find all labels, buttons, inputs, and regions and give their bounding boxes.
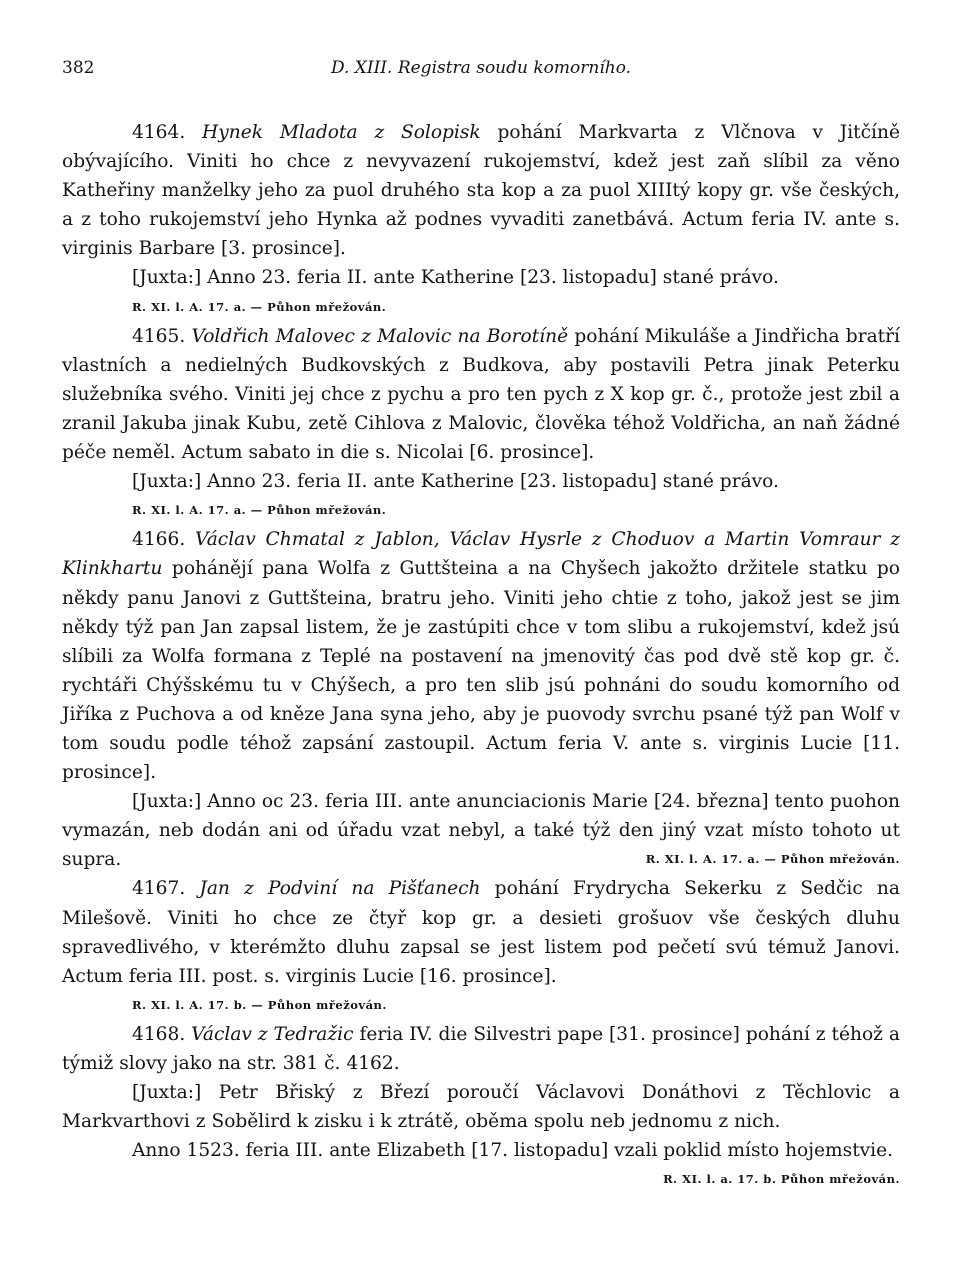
page-number: 382	[62, 58, 95, 78]
entry-party-name: Voldřich Malovec z Malovic na Borotíně	[191, 325, 569, 347]
entry-text: pohání Markvarta z Vlčnova v Jitčíně obývajícího. Viniti ho chce z nevyvazení rukojemství, kdež jest zaň slíbil za věno Katheřiny manželky jeho za puol druhého sta kop a za puol XIIItý kopy gr. vše českých, a z toho rukojemství jeho Hynka až podnes vyvaditi zanetbává. Actum feria IV. ante s. virginis Barbare [3. prosince].	[62, 122, 900, 260]
entry-juxta	[62, 787, 900, 874]
entry-juxta: [Juxta:] Anno 23. feria II. ante Katherine [23. listopadu] stané právo.	[132, 471, 779, 493]
entry-citation: R. XI. l. A. 17. a. — Půhon mřežován.	[645, 852, 900, 867]
entry-party-name: Jan z Podviní na Pišťanech	[199, 878, 481, 900]
entry-text: pohánějí pana Wolfa z Guttšteina a na Chyšech jakožto držitele statku po někdy panu Janovi z Guttšteina, bratru jeho. Viniti jeho chtie z toho, jakož jest se jim někdy týž pan Jan zapsal listem, že je zastúpiti chce v tom slibu a rukojemství, kdež jsú slíbili za Wolfa formana z Teplé na postavení na jmenovitý čas pod dvě stě kop gr. č. rychtáři Chýšskému tu v Chýšech, a pro ten slib jsú pohnáni do soudu komorního od Jiříka z Puchova a od kněze Jana syna jeho, aby je puovody svrchu psané týž pan Wolf v tom soudu podle téhož zapsání zastoupil. Actum feria V. ante s. virginis Lucie [11. prosince].	[62, 558, 900, 784]
entry-text: pohání Frydrycha Sekerku z Sedčic na Milešově. Viniti ho chce ze čtyř kop gr. a desieti grošuov vše českých dluhu spravedlivého, v kterémžto dluhu zapsal se jest listem pod pečetí svú témuž Janovi. Actum feria III. post. s. virginis Lucie [16. prosince].	[62, 878, 900, 987]
entry-citation: R. XI. l. A. 17. a. — Půhon mřežován.	[132, 503, 387, 518]
entry-text: pohání Mikuláše a Jindřicha bratří vlastních a nedielných Budkovských z Budkova, aby postavili Petra jinak Peterku služebníka svého. Viniti jej chce z pychu a pro ten pych z X kop gr. č., protože jest zbil a zranil Jakuba jinak Kubu, zetě Cihlova z Malovic, člověka téhož Voldřicha, an naň žádné péče neměl. Actum sabato in die s. Nicolai [6. prosince].	[62, 325, 900, 464]
entry-paragraph	[62, 1020, 900, 1078]
entry-citation: R. XI. l. a. 17. b. Půhon mřežován.	[663, 1172, 900, 1187]
entry-party-name: Václav Chmatal z Jablon, Václav Hysrle z Choduov a Martin Vomraur z Klinkhartu	[62, 529, 900, 580]
entry-anno	[62, 1136, 900, 1187]
entry-paragraph	[62, 874, 900, 990]
entry-juxta: [Juxta:] Anno 23. feria II. ante Katherine [23. listopadu] stané právo.	[132, 267, 779, 289]
entry-4166	[62, 525, 900, 874]
entry-citation: R. XI. l. A. 17. b. — Půhon mřežován.	[132, 997, 387, 1012]
entry-juxta-text: [Juxta:] Anno oc 23. feria III. ante anunciacionis Marie [24. března] tento puohon vymazán, neb dodán ani od úřadu vzat nebyl, a také týž den jiný vzat místo tohoto ut supra.	[62, 791, 900, 871]
entry-juxta: [Juxta:] Petr Břiský z Březí poroučí Václavovi Donáthovi z Těchlovic a Markvarthovi z Sobělird k zisku i k ztrátě, oběma spolu neb jednomu z nich.	[62, 1082, 900, 1133]
entry-paragraph	[62, 525, 900, 787]
entry-number: 4165.	[132, 325, 186, 347]
entry-paragraph	[62, 322, 900, 467]
page-header	[62, 58, 900, 88]
entry-number: 4168.	[132, 1023, 186, 1045]
entry-paragraph	[62, 118, 900, 263]
entry-number: 4167.	[132, 878, 186, 900]
entry-citation: R. XI. l. A. 17. a. — Půhon mřežován.	[132, 299, 387, 314]
document-body	[62, 118, 900, 1187]
entry-4167	[62, 874, 900, 1019]
document-page	[62, 58, 900, 1194]
entry-4164	[62, 118, 900, 322]
entry-anno-text: Anno 1523. feria III. ante Elizabeth [17. listopadu] vzali poklid místo hojemstvie.	[132, 1140, 894, 1162]
entry-number: 4164.	[132, 122, 186, 143]
entry-party-name: Hynek Mladota z Solopisk	[202, 122, 481, 143]
entry-4165	[62, 322, 900, 526]
entry-text: feria IV. die Silvestri pape [31. prosince] pohání z téhož a týmiž slovy jako na str. 381 č. 4162.	[62, 1023, 900, 1074]
running-head: D. XIII. Registra soudu komorního.	[330, 58, 632, 78]
entry-4168	[62, 1020, 900, 1187]
entry-number: 4166.	[132, 529, 186, 551]
entry-party-name: Václav z Tedražic	[191, 1023, 354, 1045]
